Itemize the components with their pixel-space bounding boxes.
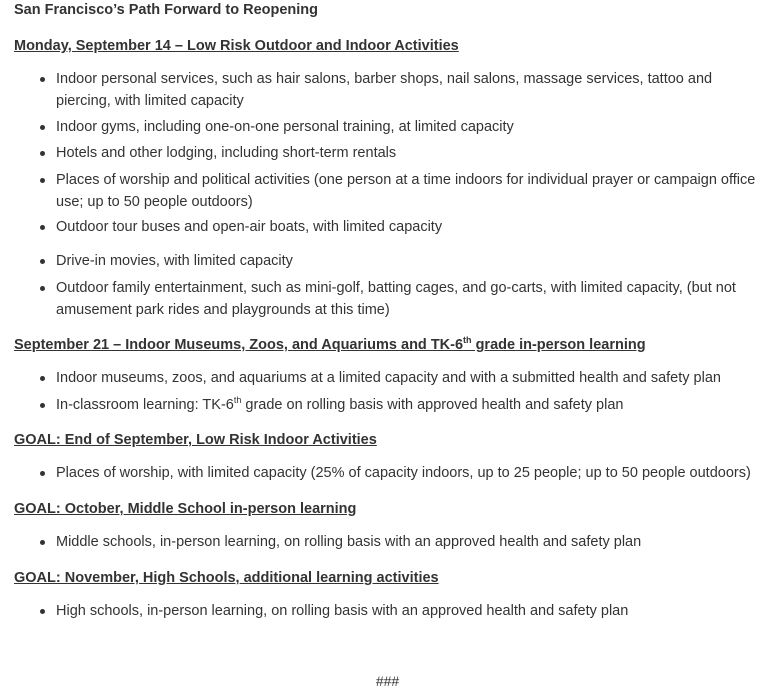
section-heading-sept-21: [14, 337, 646, 353]
list-item: Places of worship, with limited capacity (25% of capacity indoors, up to 25 people; up to 50 people outdoors): [56, 462, 762, 484]
section-heading-november: GOAL: November, High Schools, additional learning activities: [14, 570, 439, 586]
section-heading-end-of-september: GOAL: End of September, Low Risk Indoor Activities: [14, 432, 377, 448]
list-item: Indoor personal services, such as hair salons, barber shops, nail salons, massage services, tattoo and piercing, with limited capacity: [56, 68, 762, 112]
section-heading-sept-14: Monday, September 14 – Low Risk Outdoor and Indoor Activities: [14, 38, 459, 54]
page-title: San Francisco’s Path Forward to Reopening: [14, 2, 319, 18]
item-superscript: th: [233, 395, 242, 405]
list-item: Indoor museums, zoos, and aquariums at a limited capacity and with a submitted health and safety plan: [56, 367, 762, 389]
item-text: In-classroom learning: TK-6: [56, 397, 234, 413]
list-item: [56, 394, 762, 416]
list-item: Hotels and other lodging, including short-term rentals: [56, 142, 762, 164]
item-text: grade on rolling basis with approved health and safety plan: [241, 397, 624, 413]
list-item: Outdoor tour buses and open-air boats, with limited capacity: [56, 216, 762, 238]
list-item: Drive-in movies, with limited capacity: [56, 250, 762, 272]
heading-text: September 21 – Indoor Museums, Zoos, and Aquariums and TK-6: [14, 337, 464, 353]
list-item: High schools, in-person learning, on rolling basis with an approved health and safety plan: [56, 600, 762, 622]
list-item: Middle schools, in-person learning, on rolling basis with an approved health and safety plan: [56, 531, 762, 553]
list-item: Places of worship and political activities (one person at a time indoors for individual prayer or campaign office use; up to 50 people outdoors): [56, 169, 762, 213]
list-item: Indoor gyms, including one-on-one personal training, at limited capacity: [56, 116, 762, 138]
list-item: Outdoor family entertainment, such as mini-golf, batting cages, and go-carts, with limited capacity, (but not amusement park rides and playgrounds at this time): [56, 277, 762, 321]
heading-text: grade in-person learning: [471, 337, 646, 353]
section-heading-october: GOAL: October, Middle School in-person learning: [14, 501, 357, 517]
end-marker: ###: [375, 673, 400, 689]
heading-superscript: th: [463, 335, 472, 345]
